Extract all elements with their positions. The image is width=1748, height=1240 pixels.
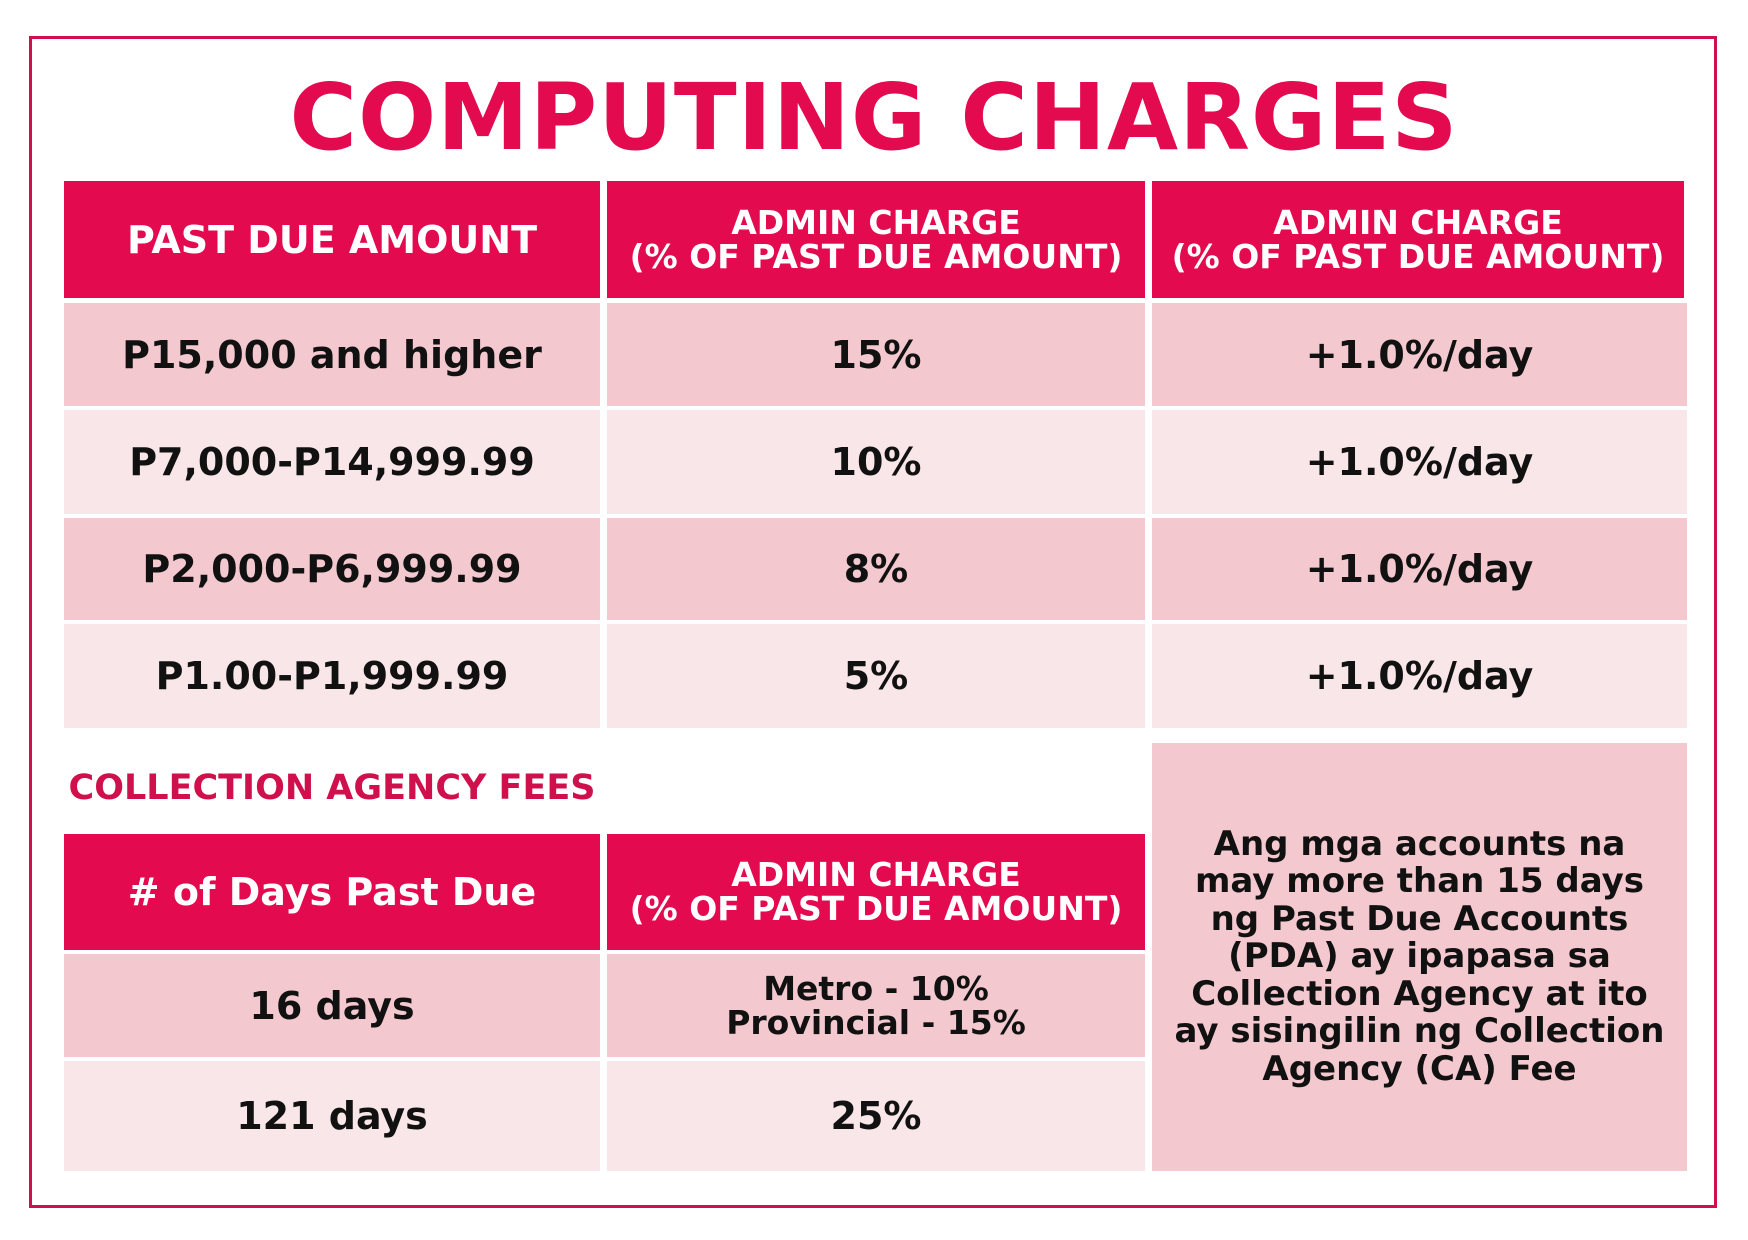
table-cell-amount: P2,000-P6,999.99	[64, 518, 600, 620]
header-label: ADMIN CHARGE	[1273, 202, 1563, 242]
collection-note-text: Ang mga accounts na may more than 15 days ng Past Due Accounts (PDA) ay ipapasa sa Collection Agency at ito ay sisingilin ng Collection Agency (CA) Fee	[1174, 823, 1665, 1089]
header-label: # of Days Past Due	[127, 870, 537, 914]
table-cell-daily: +1.0%/day	[1152, 410, 1687, 514]
table-cell-amount: P15,000 and higher	[64, 303, 600, 406]
table-cell-charge: 10%	[607, 410, 1145, 514]
header-past-due-amount	[64, 181, 600, 298]
header-admin-charge	[607, 181, 1145, 298]
header-sublabel: (% OF PAST DUE AMOUNT)	[1171, 236, 1665, 276]
header-label: ADMIN CHARGE	[731, 855, 1021, 894]
header-days-past-due	[64, 834, 600, 950]
collection-section-title: COLLECTION AGENCY FEES	[68, 768, 596, 808]
collection-note	[1152, 743, 1687, 1171]
table-cell-charge: 5%	[607, 624, 1145, 728]
header-sublabel: (% OF PAST DUE AMOUNT)	[629, 236, 1123, 276]
table-cell-charge: 15%	[607, 303, 1145, 406]
header-sublabel: (% OF PAST DUE AMOUNT)	[629, 889, 1123, 928]
header-admin-charge-daily	[1152, 181, 1684, 298]
table-cell-daily: +1.0%/day	[1152, 518, 1687, 620]
table-cell-amount: P7,000-P14,999.99	[64, 410, 600, 514]
table-cell-daily: +1.0%/day	[1152, 303, 1687, 406]
page-title: COMPUTING CHARGES	[289, 64, 1459, 171]
header-label: PAST DUE AMOUNT	[127, 217, 537, 262]
collection-cell-charge: 25%	[607, 1061, 1145, 1171]
collection-cell-charge: Metro - 10% Provincial - 15%	[607, 954, 1145, 1057]
header-collection-admin-charge	[607, 834, 1145, 950]
table-cell-charge: 8%	[607, 518, 1145, 620]
table-cell-amount: P1.00-P1,999.99	[64, 624, 600, 728]
table-cell-daily: +1.0%/day	[1152, 624, 1687, 728]
collection-cell-days: 121 days	[64, 1061, 600, 1171]
collection-cell-days: 16 days	[64, 954, 600, 1057]
header-label: ADMIN CHARGE	[731, 202, 1021, 242]
